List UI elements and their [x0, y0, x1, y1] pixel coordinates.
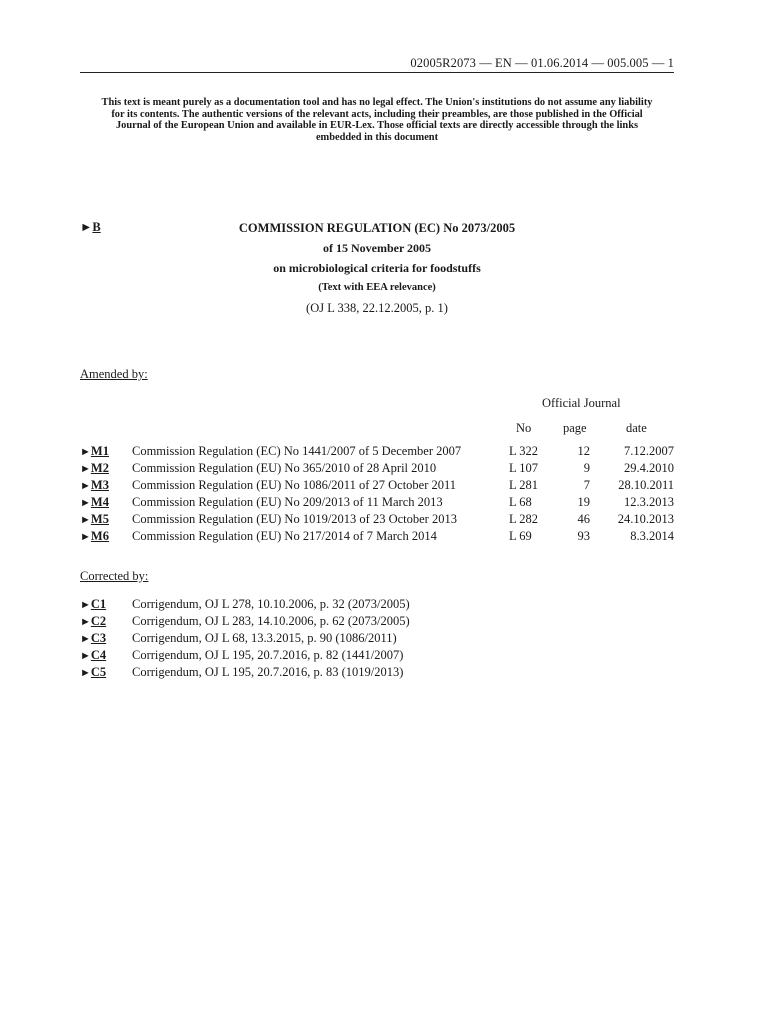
disclaimer-line: embedded in this document [315, 131, 439, 143]
disclaimer-line: Journal of the European Union and available in EUR-Lex. Those official texts are directly accessible through the links [115, 120, 639, 132]
amendment-code[interactable]: M4 [90, 495, 109, 509]
corrigendum-marker[interactable] [80, 664, 106, 681]
oj-page: 9 [583, 461, 590, 475]
oj-date: 28.10.2011 [618, 478, 674, 492]
oj-number: L 322 [509, 444, 539, 458]
arrow-icon: ► [80, 633, 91, 645]
corrigendum-code[interactable]: C4 [90, 648, 107, 662]
table-row [80, 443, 674, 460]
base-act-code[interactable]: B [92, 220, 101, 234]
table-row [80, 460, 674, 477]
corrigendum-description: Corrigendum, OJ L 278, 10.10.2006, p. 32 (2073/2005) [132, 597, 410, 611]
corrigendum-description: Corrigendum, OJ L 283, 14.10.2006, p. 62 (2073/2005) [132, 614, 410, 628]
amendment-description: Commission Regulation (EU) No 1019/2013 of 23 October 2013 [132, 512, 457, 526]
oj-page: 7 [583, 478, 590, 492]
amendment-description: Commission Regulation (EU) No 365/2010 of 28 April 2010 [132, 461, 437, 475]
amendment-code[interactable]: M3 [90, 478, 109, 492]
arrow-icon: ► [80, 220, 93, 234]
corrigendum-description: Corrigendum, OJ L 195, 20.7.2016, p. 82 (1441/2007) [132, 648, 404, 662]
column-header-no: No [516, 421, 532, 435]
arrow-icon: ► [80, 616, 91, 628]
disclaimer-line: This text is meant purely as a documentation tool and has no legal effect. The Union's institutions do not assume any liability [101, 97, 653, 108]
amendment-marker[interactable] [80, 477, 109, 494]
list-item [80, 596, 674, 613]
oj-number: L 68 [509, 495, 532, 509]
corrigendum-marker[interactable] [80, 647, 106, 664]
oj-page: 93 [577, 529, 590, 543]
corrected-by-label: Corrected by: [80, 569, 149, 583]
amendments-table [80, 443, 674, 545]
amendment-marker[interactable] [80, 460, 109, 477]
arrow-icon: ► [80, 667, 91, 679]
amendment-description: Commission Regulation (EU) No 209/2013 of 11 March 2013 [132, 495, 443, 509]
document-reference: 02005R2073 — EN — 01.06.2014 — 005.005 — 1 [410, 56, 674, 70]
table-row [80, 528, 674, 545]
corrigendum-marker[interactable] [80, 613, 106, 630]
table-row [80, 511, 674, 528]
corrigendum-description: Corrigendum, OJ L 68, 13.3.2015, p. 90 (1086/2011) [132, 631, 397, 645]
amendment-marker[interactable] [80, 511, 109, 528]
arrow-icon: ► [80, 514, 91, 526]
amendment-description: Commission Regulation (EU) No 1086/2011 of 27 October 2011 [132, 478, 457, 492]
amendment-code[interactable]: M6 [90, 529, 109, 543]
amendment-code[interactable]: M1 [90, 444, 109, 458]
table-row [80, 494, 674, 511]
official-journal-header: Official Journal [542, 396, 621, 410]
column-header-date: date [626, 421, 647, 435]
corrigendum-marker[interactable] [80, 630, 106, 647]
amendment-marker[interactable] [80, 494, 109, 511]
amendment-code[interactable]: M2 [90, 461, 109, 475]
amended-by-label: Amended by: [80, 367, 148, 381]
regulation-title [180, 220, 574, 320]
corrigendum-code[interactable]: C2 [90, 614, 107, 628]
oj-date: 29.4.2010 [624, 461, 674, 475]
list-item [80, 630, 674, 647]
title-line-5: (OJ L 338, 22.12.2005, p. 1) [306, 301, 448, 315]
oj-number: L 281 [509, 478, 539, 492]
corrigendum-marker[interactable] [80, 596, 106, 613]
list-item [80, 613, 674, 630]
header-rule [80, 72, 674, 73]
list-item [80, 664, 674, 681]
oj-date: 8.3.2014 [630, 529, 674, 543]
arrow-icon: ► [80, 531, 91, 543]
oj-number: L 107 [509, 461, 539, 475]
corrigenda-table [80, 596, 674, 681]
disclaimer-line: for its contents. The authentic versions of the relevant acts, including their preambles, are those published in the Official [111, 108, 643, 120]
arrow-icon: ► [80, 650, 91, 662]
corrigendum-code[interactable]: C3 [90, 631, 107, 645]
title-line-1: COMMISSION REGULATION (EC) No 2073/2005 [238, 221, 516, 235]
amendment-description: Commission Regulation (EU) No 217/2014 of 7 March 2014 [132, 529, 437, 543]
title-line-3: on microbiological criteria for foodstuffs [273, 261, 481, 275]
oj-date: 24.10.2013 [617, 512, 674, 526]
amendment-code[interactable]: M5 [90, 512, 109, 526]
base-act-marker[interactable] [80, 220, 101, 235]
oj-number: L 69 [509, 529, 532, 543]
amendment-marker[interactable] [80, 443, 109, 460]
amendment-description: Commission Regulation (EC) No 1441/2007 of 5 December 2007 [132, 444, 462, 458]
arrow-icon: ► [80, 480, 91, 492]
corrigendum-description: Corrigendum, OJ L 195, 20.7.2016, p. 83 (1019/2013) [132, 665, 404, 679]
table-row [80, 477, 674, 494]
disclaimer [80, 97, 674, 143]
oj-date: 7.12.2007 [624, 444, 674, 458]
oj-page: 46 [577, 512, 590, 526]
oj-date: 12.3.2013 [624, 495, 674, 509]
amendment-marker[interactable] [80, 528, 109, 545]
arrow-icon: ► [80, 463, 91, 475]
oj-page: 12 [577, 444, 590, 458]
arrow-icon: ► [80, 446, 91, 458]
list-item [80, 647, 674, 664]
oj-number: L 282 [509, 512, 539, 526]
corrigendum-code[interactable]: C1 [90, 597, 107, 611]
oj-page: 19 [577, 495, 590, 509]
column-header-page: page [563, 421, 587, 435]
title-line-2: of 15 November 2005 [322, 241, 432, 255]
title-line-4: (Text with EEA relevance) [318, 282, 436, 293]
arrow-icon: ► [80, 599, 91, 611]
corrigendum-code[interactable]: C5 [90, 665, 107, 679]
arrow-icon: ► [80, 497, 91, 509]
